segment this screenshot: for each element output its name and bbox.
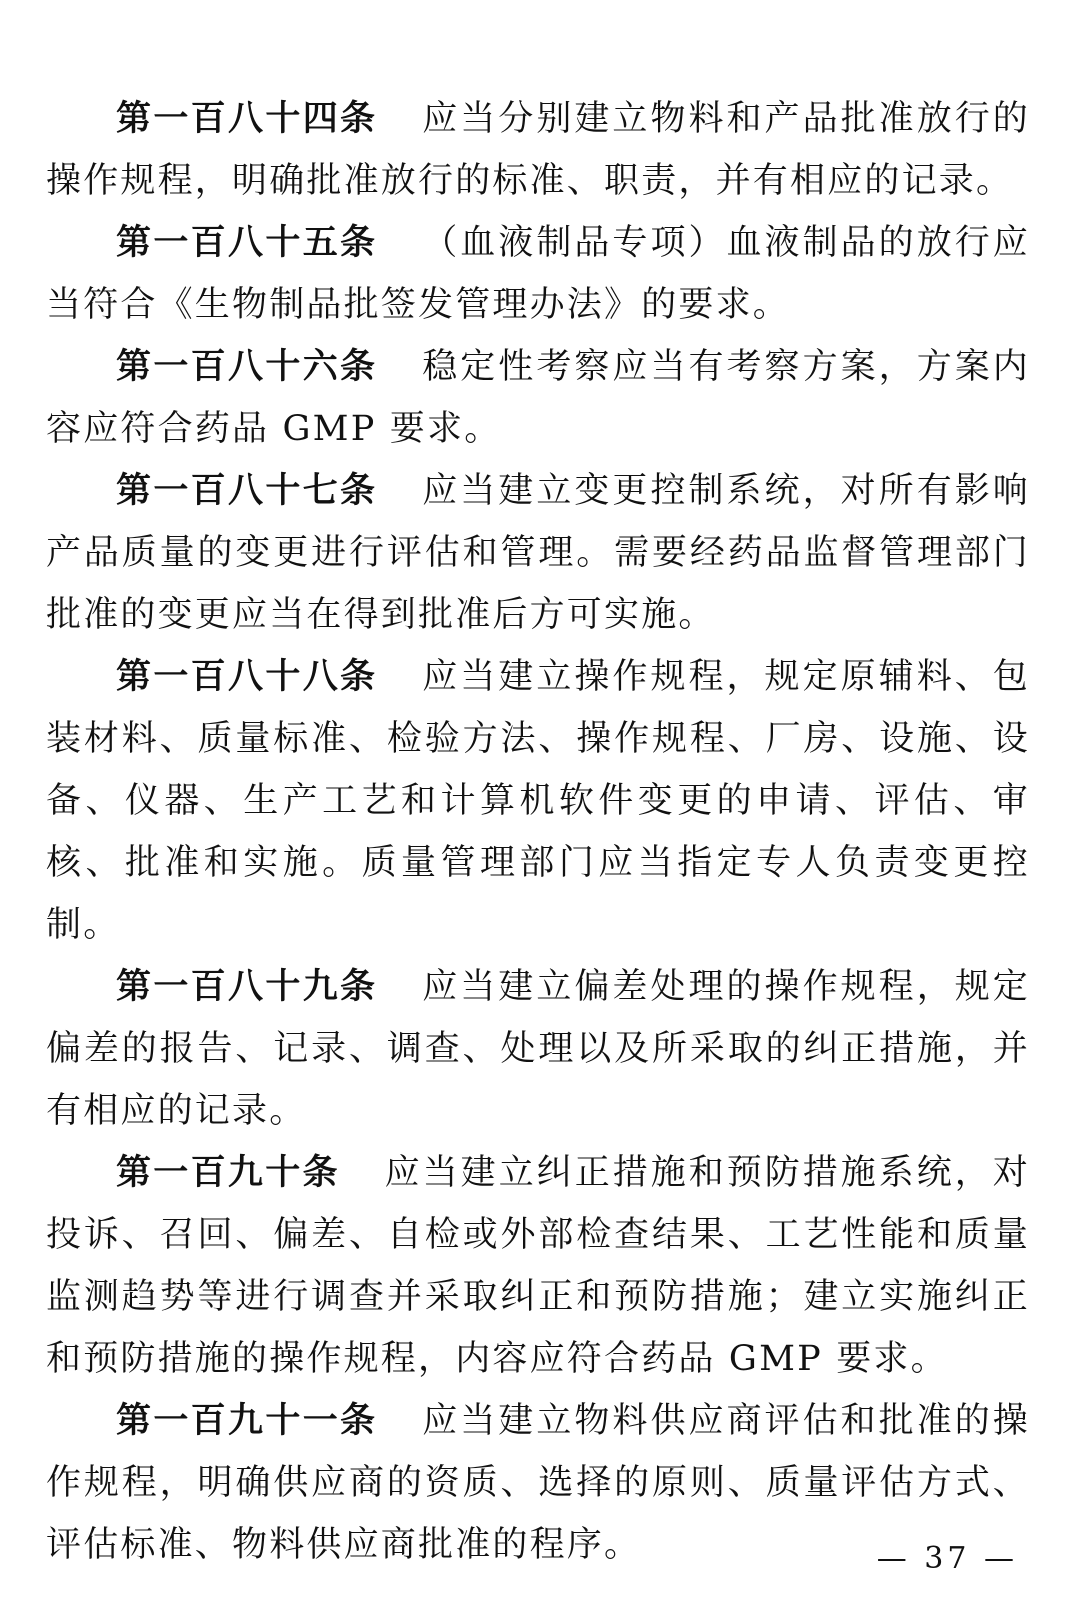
article-heading: 第一百八十六条 xyxy=(116,347,378,387)
article-190 xyxy=(46,1142,1030,1390)
article-body: 应当建立操作规程，规定原辅料、包装材料、质量标准、检验方法、操作规程、厂房、设施、设备、仪器、生产工艺和计算机软件变更的申请、评估、审核、批准和实施。质量管理部门应当指定专人负责变更控制。 xyxy=(46,657,1030,945)
page-number: — 37 — xyxy=(876,1541,1018,1576)
article-body: 应当建立纠正措施和预防措施系统，对投诉、召回、偏差、自检或外部检查结果、工艺性能和质量监测趋势等进行调查并采取纠正和预防措施；建立实施纠正和预防措施的操作规程，内容应符合药品 GMP 要求。 xyxy=(46,1153,1030,1379)
article-body: 应当建立物料供应商评估和批准的操作规程，明确供应商的资质、选择的原则、质量评估方式、评估标准、物料供应商批准的程序。 xyxy=(46,1401,1030,1565)
article-body: 应当建立偏差处理的操作规程，规定偏差的报告、记录、调查、处理以及所采取的纠正措施，并有相应的记录。 xyxy=(46,967,1030,1131)
article-body: 稳定性考察应当有考察方案，方案内容应符合药品 GMP 要求。 xyxy=(46,347,1030,449)
article-heading: 第一百八十五条 xyxy=(116,223,378,263)
article-184 xyxy=(46,88,1030,212)
article-body: 应当建立变更控制系统，对所有影响产品质量的变更进行评估和管理。需要经药品监督管理部门批准的变更应当在得到批准后方可实施。 xyxy=(46,471,1030,635)
article-heading: 第一百八十九条 xyxy=(116,967,378,1007)
article-body: 应当分别建立物料和产品批准放行的操作规程，明确批准放行的标准、职责，并有相应的记录。 xyxy=(46,99,1030,201)
article-heading: 第一百八十四条 xyxy=(116,99,378,139)
article-heading: 第一百九十一条 xyxy=(116,1401,378,1441)
article-189 xyxy=(46,956,1030,1142)
article-heading: 第一百八十七条 xyxy=(116,471,378,511)
article-body: （血液制品专项）血液制品的放行应当符合《生物制品批签发管理办法》的要求。 xyxy=(46,223,1030,325)
article-heading: 第一百八十八条 xyxy=(116,657,378,697)
article-187 xyxy=(46,460,1030,646)
article-186 xyxy=(46,336,1030,460)
article-188 xyxy=(46,646,1030,956)
article-185 xyxy=(46,212,1030,336)
article-heading: 第一百九十条 xyxy=(116,1153,340,1193)
